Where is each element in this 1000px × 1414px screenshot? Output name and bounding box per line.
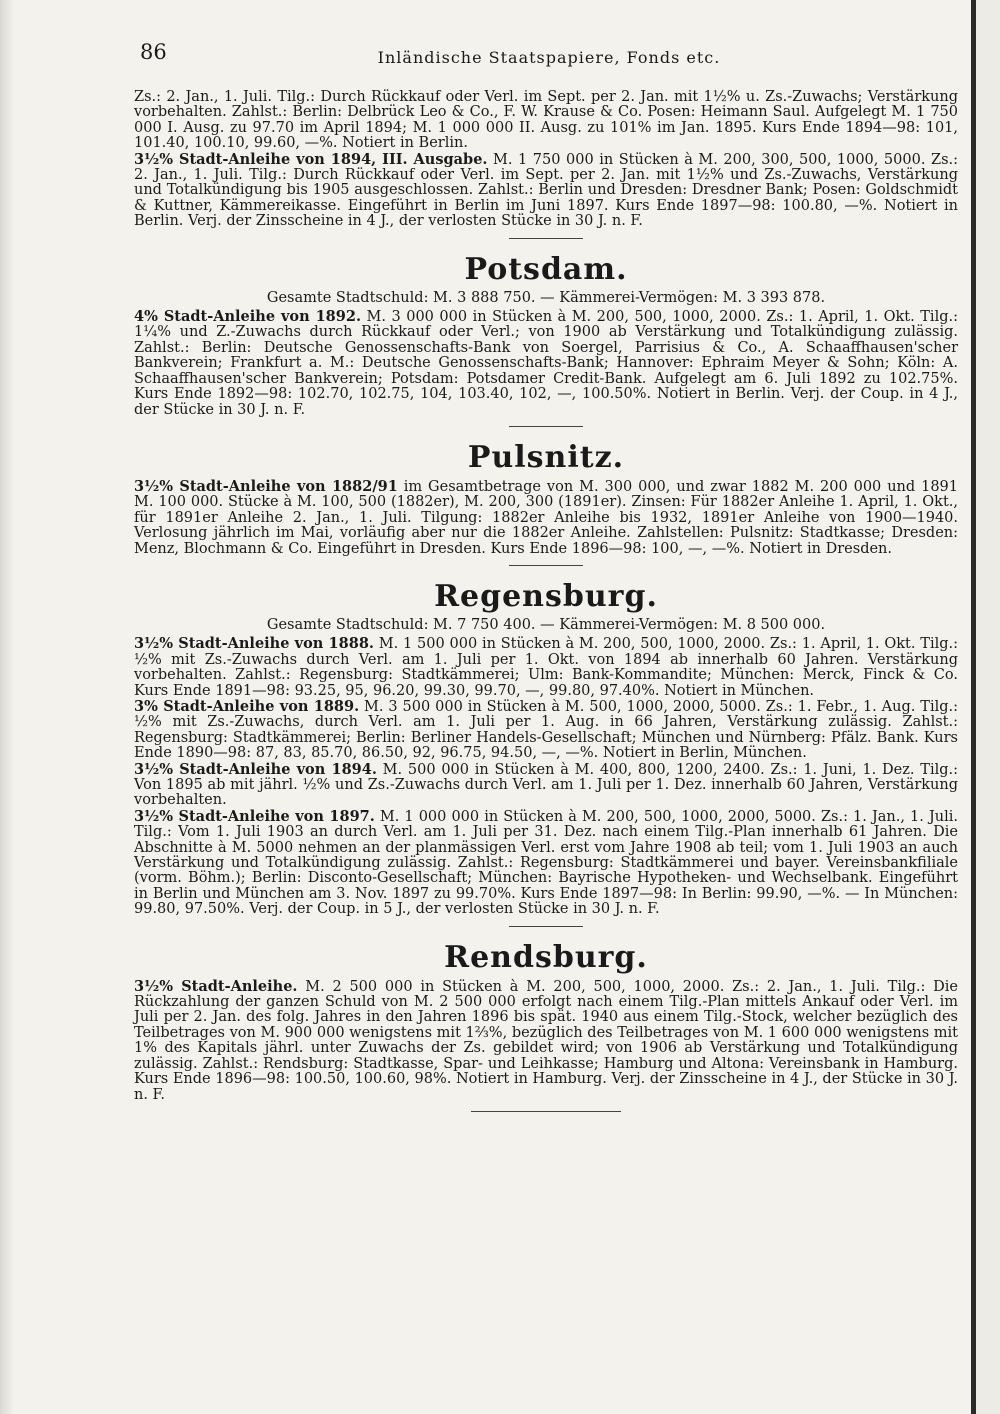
loan-lead: 4% Stadt-Anleihe von 1892. (134, 308, 361, 326)
loan-text: M. 1 750 000 in Stücken à M. 200, 300, 500, 1000, 5000. Zs.: 2. Jan., 1. Juli. Tilg.: Durch Rückkauf oder Verl. im Sept. per 2. Jan. mit 1½% und Zs.-Zuwachs, Verstärkung und Totalkündigung bis 1905 ausgeschlossen. Zahlst.: Berlin und Dresden: Dresdner Bank; Posen: Goldschmidt & Kuttner, Kämmereikasse. Eingeführt in Berlin im Juni 1897. Kurs Ende 1897—98: 100.80, —%. Notiert in Berlin. Verj. der Zinsscheine in 4 J., der verlosten Stücke in 30 J. n. F. (134, 151, 958, 230)
rendsburg-loan-entry (134, 979, 958, 1103)
city-title-potsdam: Potsdam. (464, 251, 628, 287)
loan-lead: 3½% Stadt-Anleihe. (134, 977, 298, 995)
loan-text: M. 3 500 000 in Stücken à M. 500, 1000, 2000, 5000. Zs.: 1. Febr., 1. Aug. Tilg.: ½% mit Zs.-Zuwachs, durch Verl. am 1. Juli per 1. Aug. in 66 Jahren, Verstärkung zulässig. Zahlst.: Regensburg: Stadtkämmerei; Berlin: Berliner Handels-Gesellschaft; München und Nürnberg: Pfälz. Bank. Kurs Ende 1890—98: 87, 83, 85.70, 86.50, 92, 96.75, 94.50, —, —%. Notiert in Berlin, München. (134, 698, 959, 762)
loan-text: M. 2 500 000 in Stücken à M. 200, 500, 1000, 2000. Zs.: 2. Jan., 1. Juli. Tilg.: Die Rückzahlung der ganzen Schuld von M. 2 500 000 erfolgt nach einem Tilg.-Plan mittels Ankauf oder Verl. im Juli per 2. Jan. des folg. Jahres in den Jahren 1896 bis spät. 1940 aus einem Tilg.-Stock, welcher bezüglich des Teilbetrages von M. 900 000 wenigstens mit 1⅔%, bezüglich des Teilbetrages von M. 1 600 000 wenigstens mit 1% des Kapitals jährl. unter Zuwachs der Zs. gebildet wird; von 1906 ab Verstärkung und Totalkündigung zulässig. Zahlst.: Rendsburg: Stadtkasse, Spar- und Leihkasse; Hamburg und Altona: Vereinsbank in Hamburg. Kurs Ende 1896—98: 100.50, 100.60, 98%. Notiert in Hamburg. Verj. der Zinsscheine in 4 J., der Stücke in 30 J. n. F. (134, 978, 958, 1103)
section-divider (509, 426, 583, 427)
regensburg-summary: Gesamte Stadtschuld: M. 7 750 400. — Kämmerei-Vermögen: M. 8 500 000. (266, 616, 826, 633)
end-divider (471, 1111, 621, 1112)
page-body (134, 90, 958, 1118)
loan-text: M. 1 500 000 in Stücken à M. 200, 500, 1000, 2000. Zs.: 1. April, 1. Okt. Tilg.: ½% mit Zs.-Zuwachs durch Verl. am 1. Juli per 1. Okt. von 1894 ab innerhalb 60 Jahren. Verstärkung vorbehalten. Zahlst.: Regensburg: Stadtkämmerei; Ulm: Bank-Kommandite; München: Merck, Finck & Co. Kurs Ende 1891—98: 93.25, 95, 96.20, 99.30, 99.70, —, 99.80, 97.40%. Notiert in München. (134, 636, 958, 699)
adjacent-page-strip (976, 0, 1000, 1414)
potsdam-summary: Gesamte Stadtschuld: M. 3 888 750. — Kämmerei-Vermögen: M. 3 393 878. (266, 289, 826, 306)
pulsnitz-loan-entry (134, 479, 958, 557)
page-gutter-shadow (0, 0, 14, 1414)
intro-paragraph: Zs.: 2. Jan., 1. Juli. Tilg.: Durch Rückkauf oder Verl. im Sept. per 2. Jan. mit 1½% u. Zs.-Zuwachs; Verstärkung vorbehalten. Zahlst.: Berlin: Delbrück Leo & Co., F. W. Krause & Co. Posen: Heimann Saul. Aufgelegt M. 1 750 000 I. Ausg. zu 97.70 im April 1894; M. 1 000 000 II. Ausg. zu 101% im Jan. 1895. Kurs Ende 1894—98: 101, 101.40, 100.10, 99.60, —%. Notiert in Berlin. (134, 89, 958, 152)
city-title-rendsburg: Rendsburg. (444, 939, 648, 975)
potsdam-loan-entry (134, 309, 958, 418)
regensburg-loan-entry-1888 (134, 636, 958, 699)
loan-text: im Gesamtbetrage von M. 300 000, und zwar 1882 M. 200 000 und 1891 M. 100 000. Stücke à M. 100, 500 (1882er), M. 200, 300 (1891er). Zinsen: Für 1882er Anleihe 1. April, 1. Okt., für 1891er Anleihe 2. Jan., 1. Juli. Tilgung: 1882er Anleihe bis 1932, 1891er Anleihe von 1900—1940. Verlosung jährlich im Mai, vorläufig aber nur die 1882er Anleihe. Zahlstellen: Pulsnitz: Stadtkasse; Dresden: Menz, Blochmann & Co. Eingeführt in Dresden. Kurs Ende 1896—98: 100, —, —%. Notiert in Dresden. (134, 478, 958, 557)
loan-lead: 3½% Stadt-Anleihe von 1894. (134, 760, 377, 778)
loan-lead: 3½% Stadt-Anleihe von 1882/91 (134, 477, 398, 495)
section-divider (509, 565, 583, 566)
loan-text: M. 3 000 000 in Stücken à M. 200, 500, 1000, 2000. Zs.: 1. April, 1. Okt. Tilg.: 1¼% und Z.-Zuwachs durch Rückkauf oder Verl.; von 1900 ab Verstärkung und Totalkündigung zulässig. Zahlst.: Berlin: Deutsche Genossenschafts-Bank von Soergel, Parrisius & Co., A. Schaaffhausen'scher Bankverein; Frankfurt a. M.: Deutsche Genossenschafts-Bank; Hannover: Ephraim Meyer & Sohn; Köln: A. Schaaffhausen'scher Bankverein; Potsdam: Potsdamer Credit-Bank. Aufgelegt am 6. Juli 1892 zu 102.75%. Kurs Ende 1892—98: 102.70, 102.75, 104, 103.40, 102, —, 100.50%. Notiert in Berlin. Verj. der Coup. in 4 J., der Stücke in 30 J. n. F. (134, 309, 958, 418)
loan-text: M. 1 000 000 in Stücken à M. 200, 500, 1000, 2000, 5000. Zs.: 1. Jan., 1. Juli. Tilg.: Vom 1. Juli 1903 an durch Verl. am 1. Juli per 31. Dez. nach einem Tilg.-Plan innerhalb 61 Jahren. Die Abschnitte à M. 5000 nehmen an der planmässigen Verl. erst vom Jahre 1908 ab teil; vom 1. Juli 1903 an auch Verstärkung und Totalkündigung zulässig. Zahlst.: Regensburg: Stadtkämmerei und bayer. Vereinsbankfiliale (vorm. Böhm.); Berlin: Disconto-Gesellschaft; München: Bayrische Hypotheken- und Wechselbank. Eingeführt in Berlin und München am 3. Nov. 1897 zu 99.70%. Kurs Ende 1897—98: In Berlin: 99.90, —%. — In München: 99.80, 97.50%. Verj. der Coup. in 5 J., der verlosten Stücke in 30 J. n. F. (134, 808, 958, 918)
loan-text: M. 500 000 in Stücken à M. 400, 800, 1200, 2400. Zs.: 1. Juni, 1. Dez. Tilg.: Von 1895 ab mit jährl. ½% und Zs.-Zuwachs durch Verl. am 1. Juli per 1. Dez. innerhalb 60 Jahren, Verstärkung vorbehalten. (134, 761, 958, 809)
page-header (136, 36, 962, 70)
section-divider (509, 926, 583, 927)
section-divider (509, 238, 583, 239)
regensburg-loan-entry-1897 (134, 809, 958, 918)
city-title-pulsnitz: Pulsnitz. (467, 439, 625, 475)
loan-lead: 3% Stadt-Anleihe von 1889. (134, 697, 360, 715)
loan-lead: 3½% Stadt-Anleihe von 1897. (134, 807, 375, 825)
loan-entry-1894 (134, 152, 958, 230)
page-number: 86 (140, 40, 167, 64)
loan-lead: 3½% Stadt-Anleihe von 1894, III. Ausgabe. (134, 150, 488, 168)
regensburg-loan-entry-1889 (134, 699, 958, 762)
regensburg-loan-entry-1894 (134, 762, 958, 809)
loan-lead: 3½% Stadt-Anleihe von 1888. (134, 635, 374, 653)
city-title-regensburg: Regensburg. (434, 578, 658, 614)
running-title: Inländische Staatspapiere, Fonds etc. (377, 48, 721, 67)
